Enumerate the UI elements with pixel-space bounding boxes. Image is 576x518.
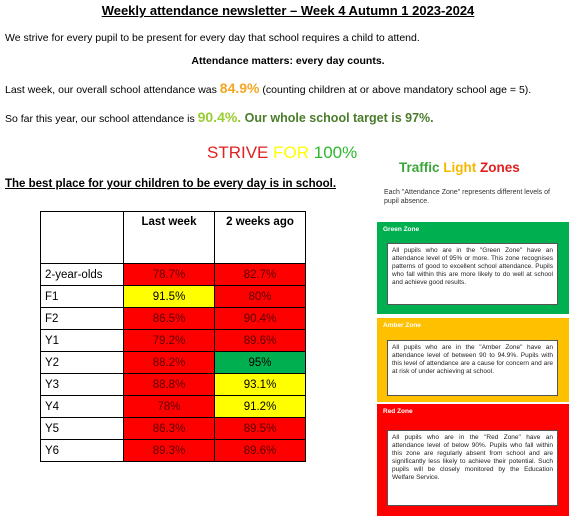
two-weeks-ago-cell: 95% <box>215 352 306 374</box>
table-row <box>41 308 306 330</box>
green-zone-text: All pupils who are in the "Green Zone" have an attendance level of 95% or more. This zone recognises patterns of good to excellent school attendance. Pupils who fall within this are more likely to do well at school and achieve good results. <box>387 243 558 305</box>
two-weeks-ago-cell: 89.6% <box>215 440 306 462</box>
table-row <box>41 440 306 462</box>
attendance-table <box>40 211 306 462</box>
year-line <box>5 109 434 125</box>
red-zone-panel <box>377 404 569 516</box>
last-week-cell: 88.2% <box>124 352 215 374</box>
school-target: Our whole school target is 97%. <box>241 111 434 125</box>
percent-word: 100% <box>313 143 358 162</box>
green-zone-panel <box>377 222 569 314</box>
last-week-cell: 86.3% <box>124 418 215 440</box>
table-row <box>41 352 306 374</box>
year-prefix: So far this year, our school attendance is <box>5 113 198 125</box>
two-weeks-ago-cell: 91.2% <box>215 396 306 418</box>
row-label: Y4 <box>41 396 124 418</box>
two-weeks-ago-cell: 93.1% <box>215 374 306 396</box>
table-row <box>41 330 306 352</box>
attendance-matters: Attendance matters: every day counts. <box>191 55 385 67</box>
table-row <box>41 396 306 418</box>
zones-word: Zones <box>480 160 520 175</box>
table-header-row <box>41 212 306 264</box>
strive-banner <box>207 143 357 163</box>
two-weeks-ago-cell: 90.4% <box>215 308 306 330</box>
row-label: Y2 <box>41 352 124 374</box>
header-last-week: Last week <box>124 212 215 264</box>
best-place-heading: The best place for your children to be every day is in school. <box>5 178 337 190</box>
last-week-prefix: Last week, our overall school attendance was <box>5 84 220 96</box>
year-value: 90.4%. <box>197 109 242 125</box>
row-label: Y1 <box>41 330 124 352</box>
traffic-light-intro: Each "Attendance Zone" represents different levels of pupil absence. <box>384 189 550 205</box>
traffic-light-title <box>399 160 520 175</box>
two-weeks-ago-cell: 89.5% <box>215 418 306 440</box>
table-row <box>41 418 306 440</box>
for-word: FOR <box>273 143 314 162</box>
last-week-line <box>5 80 531 96</box>
row-label: F1 <box>41 286 124 308</box>
row-label: Y3 <box>41 374 124 396</box>
traffic-word: Traffic <box>399 160 444 175</box>
last-week-cell: 88.8% <box>124 374 215 396</box>
two-weeks-ago-cell: 80% <box>215 286 306 308</box>
newsletter-title: Weekly attendance newsletter – Week 4 Autumn 1 2023-2024 <box>101 3 475 18</box>
last-week-cell: 86.5% <box>124 308 215 330</box>
light-word: Light <box>443 160 481 175</box>
table-row <box>41 286 306 308</box>
strive-word: STRIVE <box>207 143 274 162</box>
last-week-suffix: (counting children at or above mandatory school age = 5). <box>259 84 532 96</box>
row-label: Y5 <box>41 418 124 440</box>
last-week-cell: 78.7% <box>124 264 215 286</box>
last-week-cell: 89.3% <box>124 440 215 462</box>
row-label: F2 <box>41 308 124 330</box>
red-zone-name: Red Zone <box>383 408 413 415</box>
row-label: Y6 <box>41 440 124 462</box>
attendance-table-body <box>41 264 306 462</box>
two-weeks-ago-cell: 82.7% <box>215 264 306 286</box>
intro-line: We strive for every pupil to be present for every day that school requires a child to attend. <box>5 32 420 44</box>
table-row <box>41 374 306 396</box>
last-week-cell: 79.2% <box>124 330 215 352</box>
header-empty <box>41 212 124 264</box>
amber-zone-name: Amber Zone <box>383 322 421 329</box>
header-two-weeks-ago: 2 weeks ago <box>215 212 306 264</box>
row-label: 2-year-olds <box>41 264 124 286</box>
green-zone-name: Green Zone <box>383 226 420 233</box>
last-week-cell: 91.5% <box>124 286 215 308</box>
red-zone-text: All pupils who are in the "Red Zone" have an attendance level of below 90%. Pupils who fall within this zone are regularly absent from school and are significantly less likely to achieve their potential. Such pupils will be closely monitored by the Education Welfare Service. <box>387 430 558 506</box>
last-week-value: 84.9% <box>219 80 260 96</box>
two-weeks-ago-cell: 89.6% <box>215 330 306 352</box>
amber-zone-panel <box>377 318 569 402</box>
table-row <box>41 264 306 286</box>
amber-zone-text: All pupils who are in the "Amber Zone" have an attendance level of between 90 to 94.9%. Pupils with this level of attendance are a cause for concern and are at risk of under achieving at school. <box>387 340 558 396</box>
last-week-cell: 78% <box>124 396 215 418</box>
